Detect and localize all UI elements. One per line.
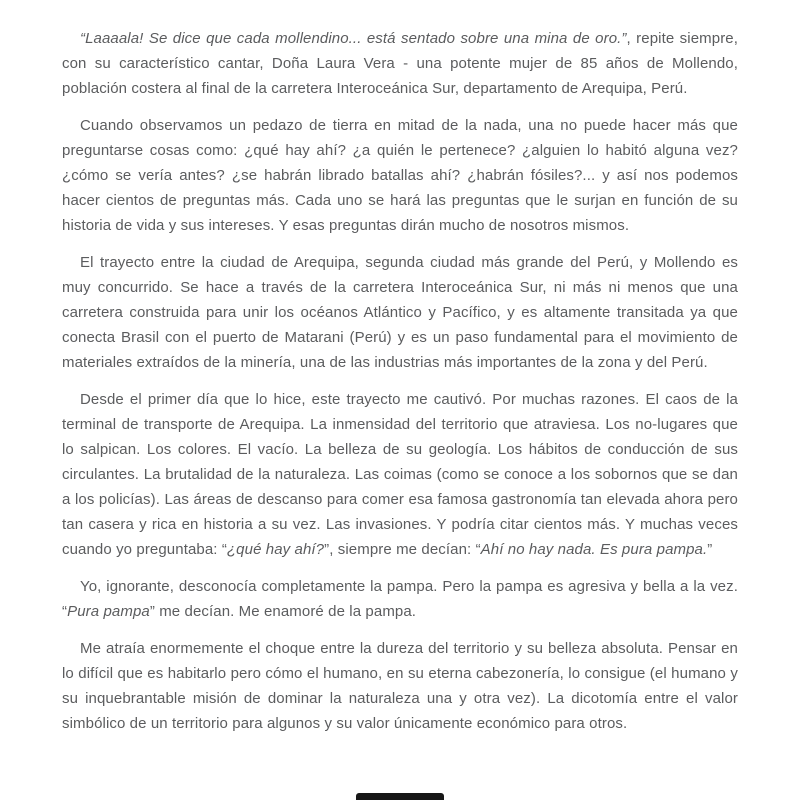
article (62, 26, 738, 748)
body-text: Me atraía enormemente el choque entre la dureza del territorio y su belleza absoluta. Pensar en lo difícil que es habitarlo pero cómo el humano, en su eterna cabezonería, lo consigue (el humano y su inquebrantable misión de dominar la naturaleza una y otra vez). La dicotomía entre el valor simbólico de un territorio para algunos y su valor únicamente económico para otros. (62, 640, 738, 732)
quoted-italic-text: ¿qué hay ahí? (226, 541, 325, 558)
paragraph (62, 387, 738, 562)
body-text: ” me decían. Me enamoré de la pampa. (149, 603, 417, 620)
paragraph (62, 636, 738, 736)
body-text: ” (707, 541, 713, 558)
paragraph (62, 574, 738, 624)
partial-element-edge (356, 793, 444, 800)
paragraph (62, 26, 738, 101)
paragraph (62, 250, 738, 375)
body-text: Yo, ignorante, desconocía completamente la pampa. Pero la pampa es agresiva y bella a la vez. “ (62, 578, 738, 620)
body-text: ”, siempre me decían: “ (324, 541, 481, 558)
quoted-italic-text: Pura pampa (67, 603, 150, 620)
body-text: Cuando observamos un pedazo de tierra en mitad de la nada, una no puede hacer más que preguntarse cosas como: ¿qué hay ahí? ¿a quién le pertenece? ¿alguien lo habitó alguna vez? ¿cómo se vería antes? ¿se habrán librado batallas ahí? ¿habrán fósiles?... y así nos podemos hacer cientos de preguntas más. Cada uno se hará las preguntas que le surjan en función de su historia de vida y sus intereses. Y esas preguntas dirán mucho de nosotros mismos. (62, 117, 738, 234)
paragraph (62, 113, 738, 238)
body-text: El trayecto entre la ciudad de Arequipa, segunda ciudad más grande del Perú, y Mollendo es muy concurrido. Se hace a través de la carretera Interoceánica Sur, ni más ni menos que una carretera construida para unir los océanos Atlántico y Pacífico, y es altamente transitada ya que conecta Brasil con el puerto de Matarani (Perú) y es un paso fundamental para el movimiento de materiales extraídos de la minería, una de las industrias más importantes de la zona y del Perú. (62, 254, 738, 371)
quoted-italic-text: “Laaaala! Se dice que cada mollendino... está sentado sobre una mina de oro.” (80, 30, 627, 47)
body-text: Desde el primer día que lo hice, este trayecto me cautivó. Por muchas razones. El caos de la terminal de transporte de Arequipa. La inmensidad del territorio que atraviesa. Los no-lugares que lo salpican. Los colores. El vacío. La belleza de su geología. Los hábitos de conducción de sus circulantes. La brutalidad de la naturaleza. Las coimas (como se conoce a los sobornos que se dan a los policías). Las áreas de descanso para comer esa famosa gastronomía tan elevada ahora pero tan casera y rica en historia a su vez. Las invasiones. Y podría citar cientos más. Y muchas veces cuando yo preguntaba: “ (62, 391, 738, 558)
quoted-italic-text: Ahí no hay nada. Es pura pampa. (480, 541, 708, 558)
body-text: , repite siempre, con su característico cantar, Doña Laura Vera - una potente mujer de 85 años de Mollendo, población costera al final de la carretera Interoceánica Sur, departamento de Arequipa, Perú. (62, 30, 739, 97)
